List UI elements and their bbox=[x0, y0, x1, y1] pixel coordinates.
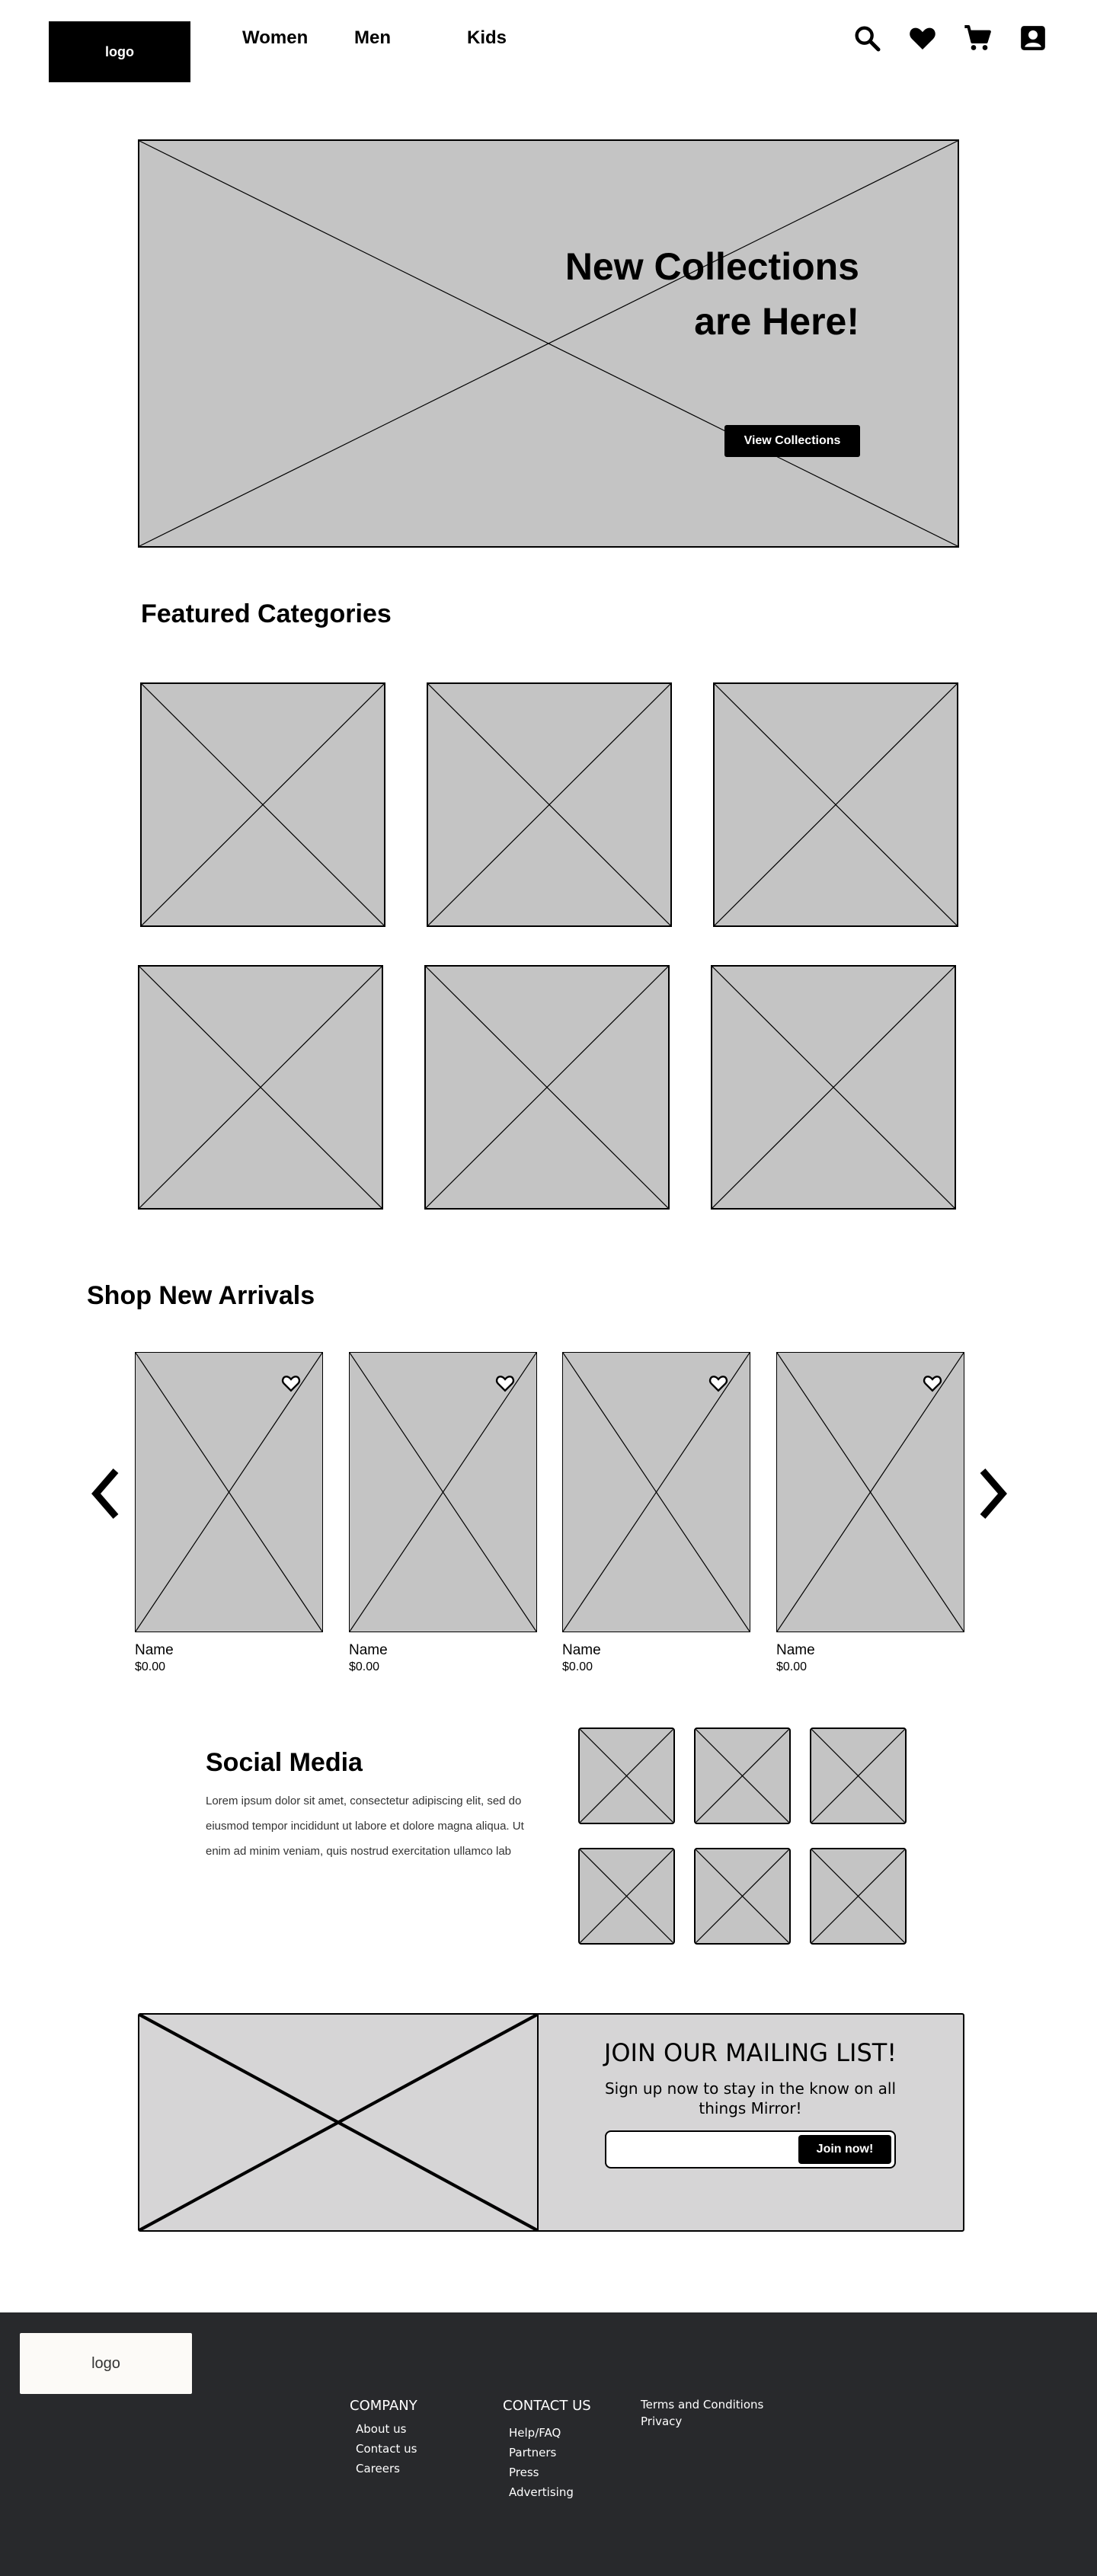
carousel-next-arrow-icon[interactable] bbox=[969, 1463, 1012, 1524]
nav-women[interactable]: Women bbox=[242, 27, 309, 48]
category-tile[interactable] bbox=[713, 682, 958, 927]
footer-company-heading: COMPANY bbox=[350, 2398, 417, 2414]
wishlist-heart-icon[interactable] bbox=[495, 1373, 515, 1393]
join-now-button[interactable]: Join now! bbox=[798, 2135, 891, 2164]
category-tile[interactable] bbox=[140, 682, 385, 927]
category-tile[interactable] bbox=[138, 965, 383, 1210]
social-post-thumbnail[interactable] bbox=[810, 1848, 907, 1945]
footer-link-about-us[interactable]: About us bbox=[356, 2422, 407, 2436]
social-post-thumbnail[interactable] bbox=[810, 1727, 907, 1824]
product-image[interactable] bbox=[562, 1352, 750, 1632]
email-input[interactable] bbox=[611, 2135, 801, 2164]
header-logo[interactable]: logo bbox=[49, 21, 190, 82]
wishlist-heart-icon[interactable] bbox=[708, 1373, 728, 1393]
category-tile[interactable] bbox=[427, 682, 672, 927]
social-post-thumbnail[interactable] bbox=[694, 1848, 791, 1945]
new-arrivals-title: Shop New Arrivals bbox=[87, 1281, 315, 1310]
category-tile[interactable] bbox=[711, 965, 956, 1210]
wishlist-heart-icon[interactable] bbox=[281, 1373, 301, 1393]
footer-link-partners[interactable]: Partners bbox=[509, 2446, 557, 2459]
featured-categories-title: Featured Categories bbox=[141, 599, 392, 628]
cart-icon[interactable] bbox=[962, 23, 993, 53]
product-price: $0.00 bbox=[135, 1660, 166, 1673]
social-post-thumbnail[interactable] bbox=[578, 1848, 675, 1945]
product-name[interactable]: Name bbox=[776, 1642, 815, 1658]
product-name[interactable]: Name bbox=[562, 1642, 601, 1658]
category-tile[interactable] bbox=[424, 965, 670, 1210]
footer-contact-heading: CONTACT US bbox=[503, 2398, 591, 2414]
search-icon[interactable] bbox=[852, 23, 882, 53]
social-media-title: Social Media bbox=[206, 1748, 363, 1777]
footer-link-terms[interactable]: Terms and Conditions bbox=[641, 2398, 764, 2411]
product-price: $0.00 bbox=[562, 1660, 593, 1673]
product-image[interactable] bbox=[776, 1352, 964, 1632]
mailing-list-form bbox=[605, 2130, 896, 2169]
hero-title: New Collections are Here! bbox=[564, 245, 859, 343]
account-icon[interactable] bbox=[1018, 23, 1048, 53]
product-price: $0.00 bbox=[349, 1660, 380, 1673]
mailing-list-title: JOIN OUR MAILING LIST! bbox=[603, 2038, 897, 2067]
nav-men[interactable]: Men bbox=[354, 27, 391, 48]
mailing-list-subtitle: Sign up now to stay in the know on all things Mirror! bbox=[604, 2079, 897, 2117]
footer-logo[interactable]: logo bbox=[20, 2333, 192, 2394]
mailing-list-image bbox=[139, 2015, 539, 2230]
nav-kids[interactable]: Kids bbox=[467, 27, 507, 48]
product-price: $0.00 bbox=[776, 1660, 808, 1673]
footer-link-privacy[interactable]: Privacy bbox=[641, 2415, 683, 2428]
footer-link-contact-us[interactable]: Contact us bbox=[356, 2442, 417, 2456]
product-name[interactable]: Name bbox=[135, 1642, 174, 1658]
footer-link-careers[interactable]: Careers bbox=[356, 2462, 400, 2475]
product-name[interactable]: Name bbox=[349, 1642, 388, 1658]
carousel-prev-arrow-icon[interactable] bbox=[87, 1463, 130, 1524]
social-media-description: Lorem ipsum dolor sit amet, consectetur adipiscing elit, sed do eiusmod tempor incididunt ut labore et dolore magna aliqua. Ut enim ad minim veniam, quis nostrud exercitation ullamco lab bbox=[206, 1795, 524, 1858]
product-image[interactable] bbox=[135, 1352, 323, 1632]
footer-link-advertising[interactable]: Advertising bbox=[509, 2485, 574, 2499]
footer-link-press[interactable]: Press bbox=[509, 2466, 539, 2479]
social-post-thumbnail[interactable] bbox=[694, 1727, 791, 1824]
view-collections-button[interactable]: View Collections bbox=[724, 425, 860, 457]
wishlist-heart-icon[interactable] bbox=[923, 1373, 942, 1393]
social-post-thumbnail[interactable] bbox=[578, 1727, 675, 1824]
product-image[interactable] bbox=[349, 1352, 537, 1632]
footer-link-help-faq[interactable]: Help/FAQ bbox=[509, 2426, 561, 2440]
heart-icon[interactable] bbox=[907, 23, 938, 53]
